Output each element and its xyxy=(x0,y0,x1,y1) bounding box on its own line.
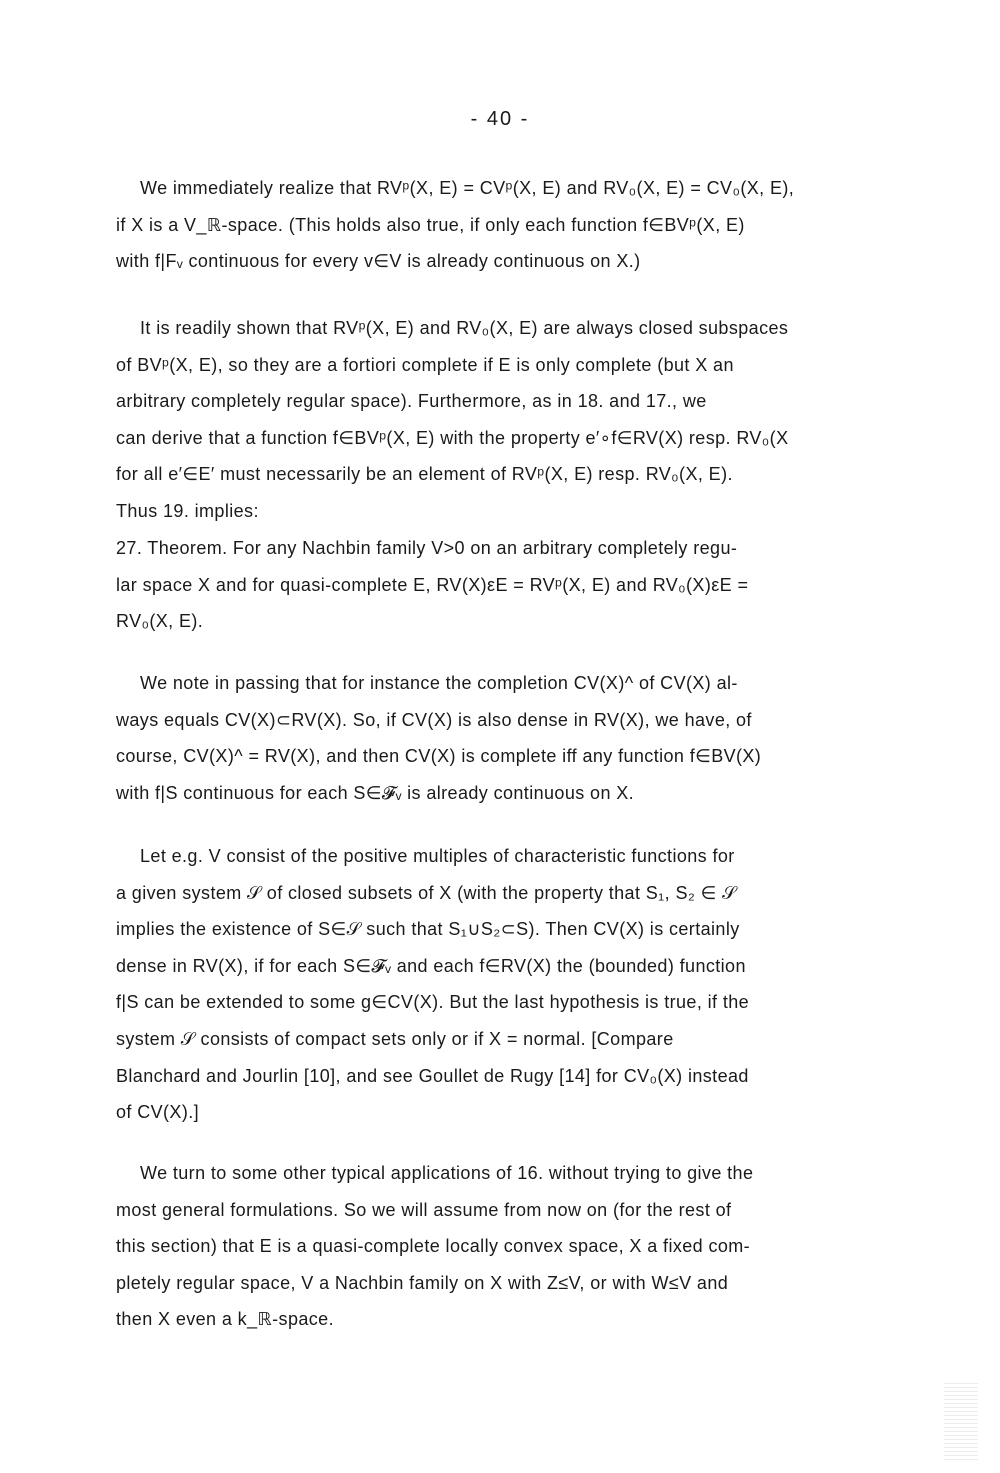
paragraph-4 xyxy=(116,838,946,1131)
text-line: It is readily shown that RVᵖ(X, E) and RV₀(X, E) are always closed subspaces xyxy=(140,318,789,338)
text-line: We note in passing that for instance the completion CV(X)^ of CV(X) al- xyxy=(140,673,738,693)
text-line: ways equals CV(X)⊂RV(X). So, if CV(X) is also dense in RV(X), we have, of xyxy=(116,709,752,730)
text-line: We immediately realize that RVᵖ(X, E) = CVᵖ(X, E) and RV₀(X, E) = CV₀(X, E), xyxy=(140,178,795,198)
text-line: lar space X and for quasi-complete E, RV(X)εE = RVᵖ(X, E) and RV₀(X)εE = xyxy=(116,574,749,595)
paragraph-5 xyxy=(116,1155,946,1338)
text-line: this section) that E is a quasi-complete locally convex space, X a fixed com- xyxy=(116,1236,751,1257)
scan-artifact xyxy=(944,1380,978,1460)
text-line: Blanchard and Jourlin [10], and see Goullet de Rugy [14] for CV₀(X) instead xyxy=(116,1065,749,1086)
paragraph-3 xyxy=(116,665,946,811)
text-line: of CV(X).] xyxy=(116,1102,200,1123)
text-line: most general formulations. So we will assume from now on (for the rest of xyxy=(116,1199,732,1220)
text-line: system 𝒮 consists of compact sets only or if X = normal. [Compare xyxy=(116,1028,674,1049)
text-line: Thus 19. implies: xyxy=(116,500,259,521)
text-line: RV₀(X, E). xyxy=(116,611,204,632)
text-line: for all e′∈E′ must necessarily be an element of RVᵖ(X, E) resp. RV₀(X, E). xyxy=(116,464,733,485)
text-line: Let e.g. V consist of the positive multiples of characteristic functions for xyxy=(140,846,735,866)
paragraph-2 xyxy=(116,310,946,530)
theorem-27 xyxy=(116,530,946,640)
text-line: course, CV(X)^ = RV(X), and then CV(X) is complete iff any function f∈BV(X) xyxy=(116,746,762,767)
text-line: of BVᵖ(X, E), so they are a fortiori complete if E is only complete (but X an xyxy=(116,354,734,375)
text-line: pletely regular space, V a Nachbin family on X with Z≤V, or with W≤V and xyxy=(116,1272,729,1293)
text-line: arbitrary completely regular space). Furthermore, as in 18. and 17., we xyxy=(116,391,707,412)
text-line: with f|S continuous for each S∈𝓕ᵥ is already continuous on X. xyxy=(116,782,635,803)
text-line: f|S can be extended to some g∈CV(X). But the last hypothesis is true, if the xyxy=(116,992,750,1013)
page-number: - 40 - xyxy=(470,108,530,130)
text-line: dense in RV(X), if for each S∈𝓕ᵥ and each f∈RV(X) the (bounded) function xyxy=(116,955,746,976)
text-line: We turn to some other typical applications of 16. without trying to give the xyxy=(140,1163,754,1183)
text-line: with f|Fᵥ continuous for every v∈V is already continuous on X.) xyxy=(116,251,641,272)
text-line: then X even a k_ℝ-space. xyxy=(116,1309,334,1330)
paragraph-1 xyxy=(116,170,946,280)
text-line: a given system 𝒮 of closed subsets of X (with the property that S₁, S₂ ∈ 𝒮 xyxy=(116,882,737,903)
text-line: 27. Theorem. For any Nachbin family V>0 on an arbitrary completely regu- xyxy=(116,538,738,558)
text-line: can derive that a function f∈BVᵖ(X, E) with the property e′∘f∈RV(X) resp. RV₀(X xyxy=(116,427,789,448)
text-line: if X is a V_ℝ-space. (This holds also true, if only each function f∈BVᵖ(X, E) xyxy=(116,214,745,235)
text-line: implies the existence of S∈𝒮 such that S₁∪S₂⊂S). Then CV(X) is certainly xyxy=(116,919,740,940)
